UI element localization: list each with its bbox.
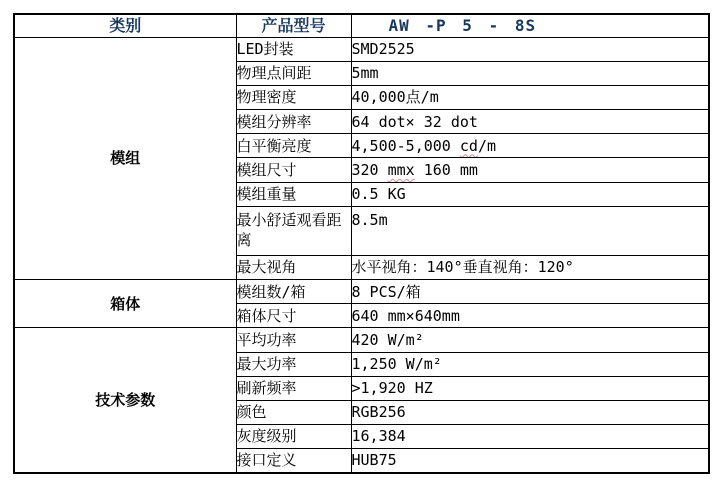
spec-value-cell: RGB256 — [351, 400, 709, 424]
spec-label-cell: 灰度级别 — [236, 425, 351, 449]
spec-label-cell: 最大功率 — [236, 352, 351, 376]
spec-table-body — [14, 14, 709, 473]
spec-label-cell: 白平衡亮度 — [236, 134, 351, 158]
spec-label-cell: 模组尺寸 — [236, 158, 351, 182]
spec-row — [14, 37, 709, 61]
spec-label-cell: 平均功率 — [236, 328, 351, 352]
header-category-label: 类别 — [14, 14, 236, 37]
spec-value-cell: 16,384 — [351, 425, 709, 449]
spec-label-cell: 模组数/箱 — [236, 280, 351, 304]
spec-value-cell: 420 W/m² — [351, 328, 709, 352]
spec-value-cell: 8 PCS/箱 — [351, 280, 709, 304]
spec-value-text: /m — [477, 136, 496, 155]
spec-value-cell: SMD2525 — [351, 37, 709, 61]
spec-value-cell: 水平视角：140°垂直视角：120° — [351, 256, 709, 280]
spec-value-cell: HUB75 — [351, 449, 709, 473]
spec-label-cell: LED封装 — [236, 37, 351, 61]
spec-value-cell — [351, 134, 709, 158]
spec-label-cell: 颜色 — [236, 400, 351, 424]
spec-value-cell: 640 mm×640mm — [351, 304, 709, 328]
category-cell: 技术参数 — [14, 328, 236, 473]
spec-table — [13, 13, 710, 474]
category-cell: 模组 — [14, 37, 236, 279]
spec-row — [14, 328, 709, 352]
spec-label-cell: 物理密度 — [236, 86, 351, 110]
spec-label-cell: 物理点间距 — [236, 61, 351, 85]
spec-value-cell: 5mm — [351, 61, 709, 85]
spec-value-cell: >1,920 HZ — [351, 376, 709, 400]
spec-value-cell — [351, 158, 709, 182]
spec-value-cell: 64 dot× 32 dot — [351, 110, 709, 134]
spec-value-cell: 8.5m — [351, 206, 709, 255]
spec-value-cell: 1,250 W/m² — [351, 352, 709, 376]
spec-row — [14, 280, 709, 304]
spec-label-cell: 接口定义 — [236, 449, 351, 473]
spec-value-text: 320 — [351, 160, 388, 179]
header-row — [14, 14, 709, 37]
spellcheck-flagged-text: cd — [459, 136, 478, 155]
category-cell: 箱体 — [14, 280, 236, 328]
spec-label-cell: 模组重量 — [236, 182, 351, 206]
spellcheck-flagged-text: mmx — [387, 160, 415, 179]
header-model-label: 产品型号 — [236, 14, 351, 37]
spec-label-cell: 最大视角 — [236, 256, 351, 280]
spec-label-cell: 箱体尺寸 — [236, 304, 351, 328]
spec-value-cell: 40,000点/m — [351, 86, 709, 110]
spec-value-text: 4,500-5,000 — [351, 136, 460, 155]
spec-value-text: 160 mm — [414, 160, 478, 179]
spec-label-cell: 模组分辨率 — [236, 110, 351, 134]
spec-label-cell: 刷新频率 — [236, 376, 351, 400]
header-model-value: AW -P 5 - 8S — [351, 14, 709, 37]
spec-value-cell: 0.5 KG — [351, 182, 709, 206]
spec-label-cell: 最小舒适观看距离 — [236, 206, 351, 255]
